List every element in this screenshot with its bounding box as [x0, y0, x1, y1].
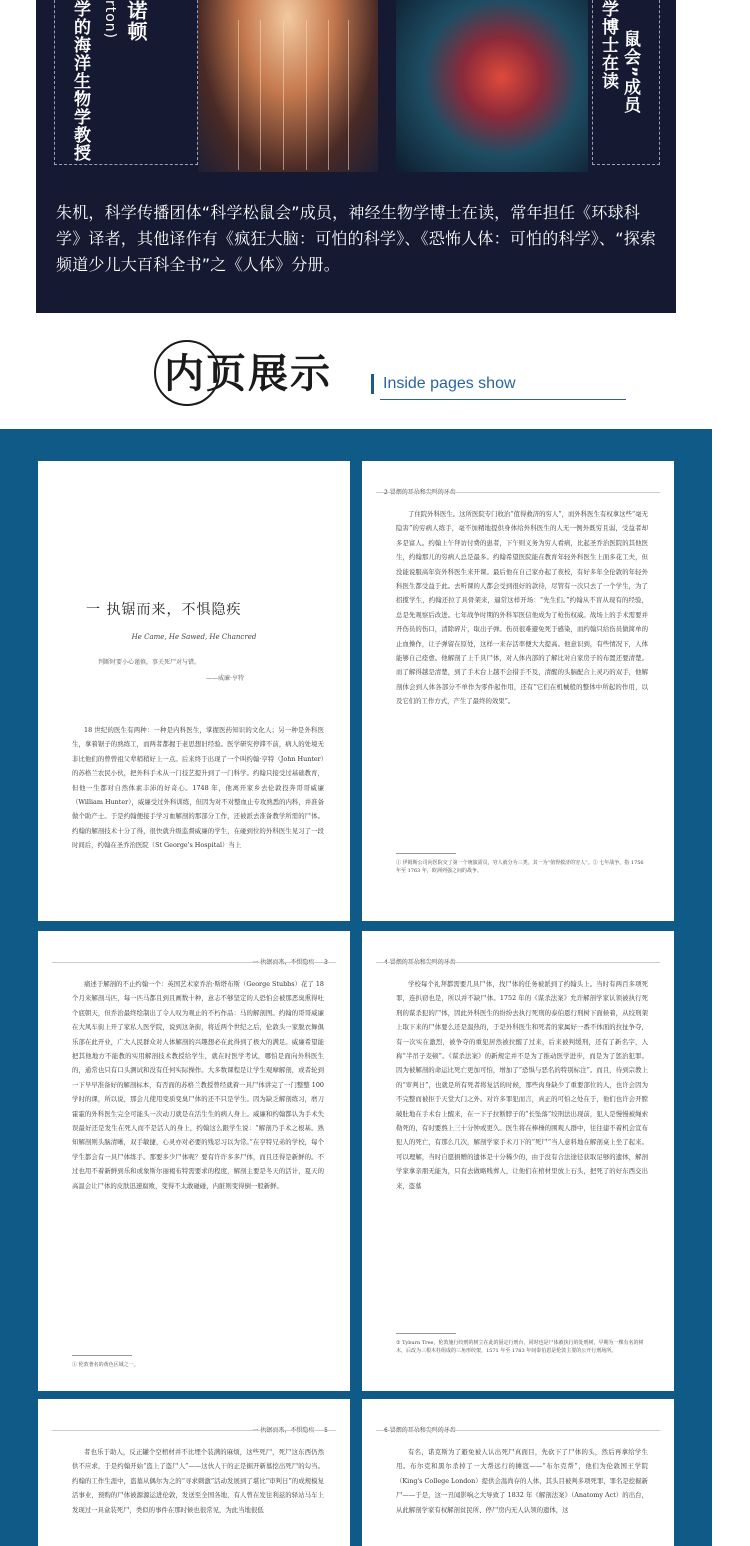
header-rule	[376, 1430, 660, 1431]
translator-bio-text: 朱机，科学传播团体“科学松鼠会”成员，神经生物学博士在读，常年担任《环球科学》译者，其他译作有《疯狂大脑：可怕的科学》、《恐怖人体：可怕的科学》、“探索频道少儿大百科全书”之《人体》分册。	[56, 203, 657, 274]
book-page-3	[38, 931, 350, 1391]
page-footnote: ① 伊姆斯公司向医院交了第一个统演需员，穷人就分为三类。其一为“值得救济的穷人”。② 七年战争，指 1756 年至 1763 年，欧洲列强之间的战争。	[396, 860, 644, 874]
footnote-rule	[72, 1355, 132, 1356]
chapter-subtitle: He Came, He Sawed, He Chancred	[131, 633, 257, 641]
header-rule	[376, 962, 660, 963]
author-vertical-text-1: 学的海洋生物学教授	[70, 0, 90, 162]
book-page-1	[38, 461, 350, 921]
section-title-char: 内	[164, 350, 206, 397]
chapter-epigraph-attribution: ——威廉·亨特	[206, 675, 244, 682]
page-body-text: 18 世纪的医生有两种：一种是内科医生，掌握医药知识的文化人；另一种是外科医生，拿着锯子的熟练工，而两者都握于老思想旧经验。医学研究停滞不前，病人的处境无非比他们的曾曾祖父辈稍稍好上一点。后来终于出现了一个叫约翰·亨特（John Hunter）的苏格兰农民小伙，把外科手术从一门技艺提升到了一门科学。约翰只接受过基础教育，但他一生都对自然体素丰沛的好奇心。1748 年，他离开家乡去伦敦投奔哥哥威廉（William Hunter），威廉受过外科训练，但因为对不对整血止专攻熟悉的内科，并准备做个助产士。于是约翰便接手学习血解剖的那部分工作，还被派去准备教学所需的尸体。约翰的解剖技术十分了得，很快就升级监督威廉的学生，在碰到位的外科医生见习了一段时间后，约翰在圣乔治医院（St George's Hospital）当上	[72, 726, 324, 850]
footnote-rule	[396, 853, 456, 854]
page-footnote: ① 伦敦著名的黄色区域之一。	[72, 1362, 139, 1368]
bio-banner	[36, 0, 676, 313]
book-page-4	[362, 931, 674, 1391]
footnote-rule	[396, 1333, 456, 1334]
page-body-text: 痛述于解剖的不止约翰一个：英国艺术家乔治·斯塔布斯（George Stubbs）花了 18 个月来解剖马匹，每一匹马都且到且画数十种，意志不够坚定的人恐怕会被那恶臭熏得吐个底朝天，但乔治最终绘制出了令人叹为观止的不朽作品：马的解剖图。约翰的哥哥威廉在大风车街上开了家私人医学院，说到这条街，将近两个世纪之后，伦敦头一家脱衣舞俱乐部在此开业，广大人民群众对人体解剖的兴趣想必在此得到了极大的满足。威廉希望能把其他地方不能教的实用解剖技术教授给学生，就在时医学考试，哪怕是面向外科医生的，通常也只有口头测试和没有任何实际操作。大多数课程是让学生观摩解剖，或者轮到一下早早准备好的解剖标本，有否面的苏格兰教授曾经就着一具尸体讲完了一门整整 100 学时的课，所以说，那会儿使用变质变臭尸体的还不只是学生。因为缺乏解剖练习，磨刀霍霍的外科医生完全可能头一次动刀就是在活生生的病人身上。威廉和约翰都认为手术失误最好还是发生在死人而不是活人的身上，约翰这么跟学生说：“解剖乃手术之根基。熟知解剖则头脑清晰，双手敏捷，心灵亦对必要的残忍习以为常。”在亨特兄弟的学校，每个学生都会有一具尸体练手。那要多少尸体呢？要有许许多多尸体，而且还得是新鲜的。不过也用不着新鲜到乐和或象斯尔丽褐布特需要求的程度，解剖主要是冬天的活计，夏天的高温会让尸体的皮肤迅速腐败，变得不太敢碰碰，内脏则变得倒一般新鲜。	[72, 980, 324, 1190]
pages-showcase-background	[0, 429, 712, 1546]
page-body-text: 了住院外科医生。这所医院专门收治“值得救济的穷人”，而外科医生有权拿这些“毫无隐害”的穷病人练手，毫不加精地提供身体给外科医生的人无一例外既穷且弱，受益者却多是富人。约翰上午拜访付费的患者，下午则义务为穷人看病，比起圣乔治医院的其他医生，约翰那儿的穷病人总是最多。约翰希望医院能在教育年轻外科医生上面多花工夫，但没能说服高年资外科医生来开课。最后他在自己家办起了夜校，有好多年全伦敦的年轻外科医生都受益于此。去听课的人都会受到很好的款待，尽管有一次只去了一个学生，为了招揽学生，约翰还拉了具骨架来，逼常这样开场：“先生们。”约翰从不盲从现有的经验，总是先观察后改进。七年战争时期的外科军医信他成为了枪伤权威。战场上的手术需要并开伤员的伤口，清除碎片，取出子弹。伤员很难避免死于感染，而约翰只给伤员做简单的止血操作，让子弹留在原处，这样一来存活率便大大提高。他意识到，有些情况下，人体能够自己痊愈。他解剖了上千具尸体，对人体内部的了解比对自家房子的布置还要清楚。而了解得越是清楚，到了手术台上越不会措手不及，清醒的头脑配合上灵巧的双手，他解剖体会到人体各部分不单作为零件起作用，还有“它们在机械般的整体中所起的作用，以及它们的工作方式，产生了最终的效果”。	[396, 510, 648, 706]
chapter-epigraph: 判断时要小心谨慎，事关死尸对与错。	[98, 659, 201, 666]
book-page-6	[362, 1399, 674, 1546]
page-body-text: 有名，诺克斯为了避免被人认出死尸真面目，先砍下了尸体的头，然后再拿给学生用。布尔克和黑尔杀掉了一大帮远行的摊寇——“布尔克帮”，他们为伦敦国王学院（King's College London）提供会温尚存的人体，其头目被判多项死罪，罪名是挖掘新尸——于是，这一丑闻影响之大导致了 1832 年《解剖法案》（Anatomy Act）的出台，从此解剖学家有权解剖贫民所、停尸房内无人认领的遗体，这	[396, 1448, 648, 1514]
page-body-text: 者也乐于助人，反正罐个空棺材并不比埋个装满的麻烦，这些死尸，死尸这东西仍然供不应求，于是约翰开始“盗上了盗尸人”——这伙人干的正是掘开新墓挖出死尸的勾当。约翰的工作生涯中，盗墓从偶尔为之的“寻求刺激”活动发展到了堪比“审判日”的成规模复活事业，预购的尸体被源源运进伦敦，发送至全国各地，有人曾在发往利兹的驿站马车上发现过一具盒装死尸，类似的事件在那时候也很常见，为此当地很低	[72, 1448, 324, 1514]
book-page-2	[362, 461, 674, 921]
section-title-english: Inside pages show	[383, 375, 516, 392]
section-title	[164, 342, 332, 399]
header-rule	[376, 492, 660, 493]
translator-vertical-text-1: 鼠会”成员	[620, 30, 640, 115]
translator-vertical-text-2: 学博士在读	[598, 0, 618, 90]
author-vertical-text-3: 诺顿	[124, 0, 148, 42]
jellyfish-photo	[198, 0, 378, 172]
section-title-rest: 页展示	[206, 350, 332, 397]
header-rule	[52, 1430, 336, 1431]
page-footnote: ① Tyburn Tree，伦敦施行绞刑的树立在此的固定行刑台，同时也是尸体被执行的处刑树，早期为一棵有名的树木，后改为三根木柱组成的三角形绞架，1571 年至 1783 年间泰伯恩是伦敦主要的公开行刑场所。	[396, 1340, 644, 1354]
title-accent-bar	[371, 374, 374, 394]
header-rule	[52, 962, 336, 963]
inside-pages-heading	[150, 338, 630, 408]
author-vertical-text-2: rton)	[102, 0, 118, 40]
chapter-title: 一 执锯而来，不惧隐疾	[86, 602, 242, 618]
page-body-text: 学校每个礼拜都需要几具尸体，找尸体的任务被派到了约翰头上。当时有两百多项死罪，连扒窃也是，所以并不缺尸体。1752 年的《谋杀法案》允许解剖学家认领被执行死刑的谋杀犯的尸体，因此外科医生的纷纷去执行死刑的泰伯恩行刑树下面候着，从绞刑架上取下来的尸体要么还是温热的，于是外科医生和死者的家属好一番不体面的拉扯争夺，有一次实在激烈，被争夺的重犯居然被拉醒了过来，后来被判缓刑，还有了新名字，人称“半吊子麦顿”。《谋杀法案》的新规定并不是为了推动医学进步，而是为了惩治犯罪。因为被解剖的命运比死亡更加可怕，增加了“恐惧与恶名的特别标注”。而且，待到宗教上的“审判日”，也就是所有死者将复活的时候，那些肉身缺少了重要部位的人，也许会因为不完整而被拒于天堂大门之外。对许多罪犯而言，真正的可怕之处在于，他们也许会开膛破肚地在手术台上醒来，在一下子拉断脖子的“长坠落”绞刑法出现前，犯人是慢慢被绳索勒死的，有时要熬上三十分钟或更久。医生将在棒棰的围观人群中，往往建不着机会宣布犯人的死亡，有那么几次，解剖学家手术刀下的“死尸”当人意料地在解剖桌上坐了起来。可以理解，当时自愿捐赠的遗体是十分稀少的，由于没有合法途径获取足够的遗体，解剖学家拿亲朋无能为，只有去做略贱葬人，让他们在棺材里放上石头，把死了的好东西交出来，盗墓	[396, 980, 648, 1190]
title-underline	[380, 399, 626, 400]
neuron-photo	[396, 0, 588, 172]
book-page-5	[38, 1399, 350, 1546]
